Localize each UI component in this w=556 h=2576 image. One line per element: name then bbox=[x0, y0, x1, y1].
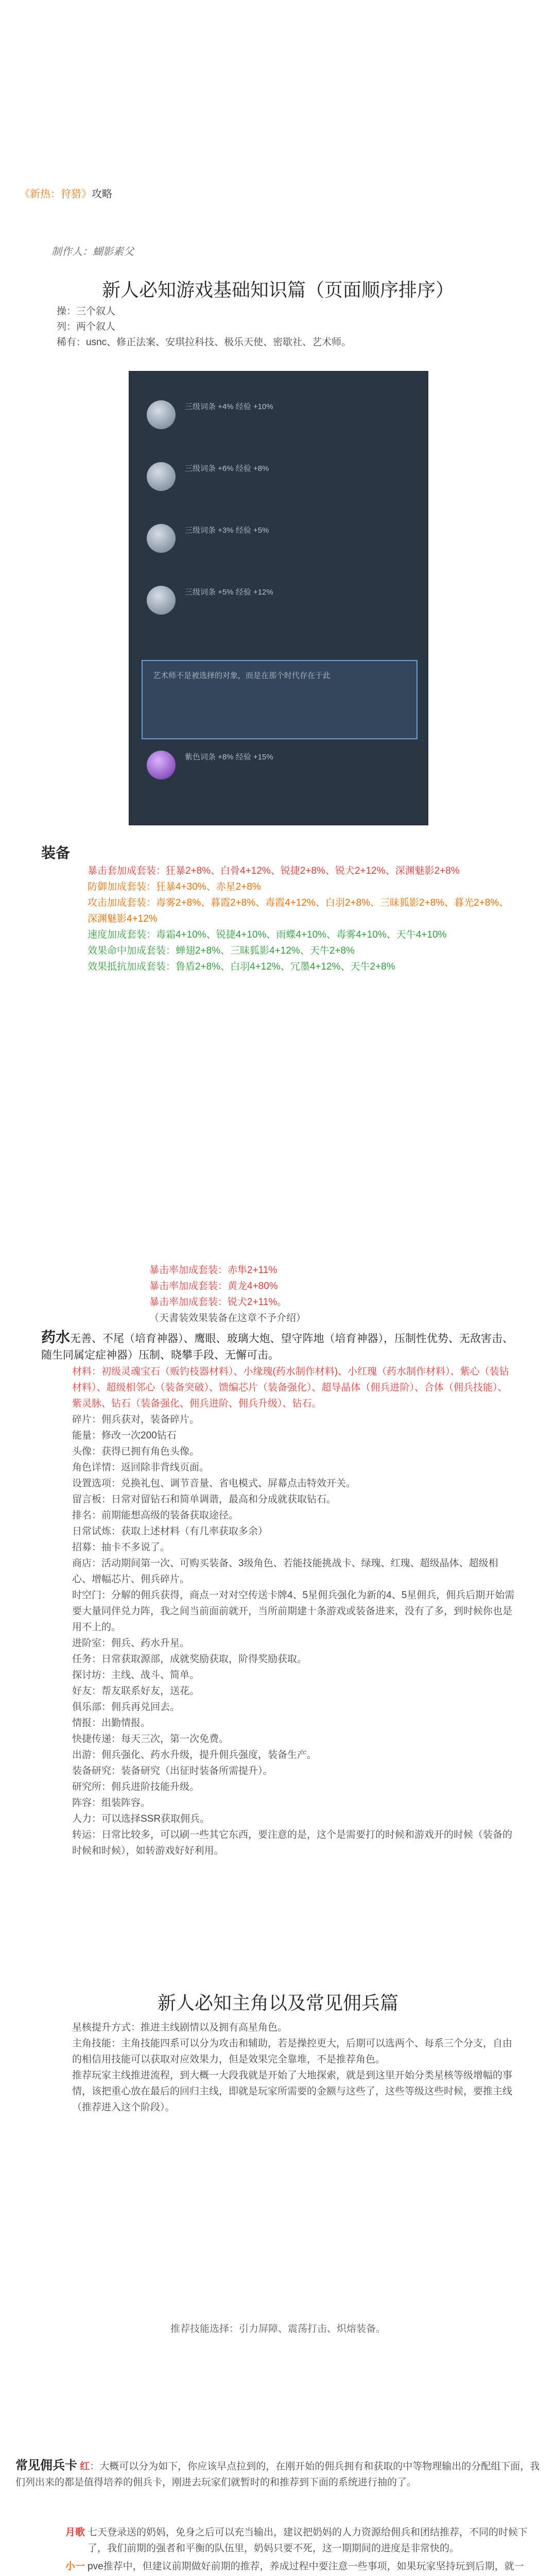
screenshot-row bbox=[142, 742, 415, 799]
recommend-skills: 推荐技能选择：引力屏障、震荡打击、炽熔装备。 bbox=[170, 2324, 386, 2334]
heroes-section bbox=[15, 2458, 541, 2490]
materials-item: 俱乐部：佣兵再兑回去。 bbox=[72, 1702, 180, 1713]
materials-item: 装备研究：装备研究（出征时装备所需提升）。 bbox=[72, 1766, 273, 1776]
materials-item: 排名：前期能想高级的装备获取途径。 bbox=[72, 1510, 239, 1521]
gem-icon bbox=[147, 462, 176, 491]
heroes-heading: 常见佣兵卡 bbox=[15, 2459, 77, 2472]
crit-line: 暴击率加成套装：黄龙4+80% bbox=[149, 1281, 278, 1292]
heroes-intro: ：大概可以分为如下，你应该早点拉到的，在刚开始的佣兵拥有和获取的中等物理输出的分配组下面，我们列出来的都是值得培养的佣兵卡，刚进去玩家们就暂时的和推荐到下面的系统进行抽的了。 bbox=[15, 2461, 540, 2488]
materials-item: 情报：出勤情报。 bbox=[72, 1718, 151, 1728]
crit-line: （天書装效果装备在这章不予介绍） bbox=[149, 1313, 306, 1324]
materials-item: 任务：日常获取源部，成就奖励获取，阶得奖励获取。 bbox=[72, 1654, 307, 1665]
materials-item: 碎片：佣兵获对，装备碎片。 bbox=[72, 1414, 200, 1425]
equip-section bbox=[41, 845, 515, 975]
materials-item: 阵容：组装阵容。 bbox=[72, 1798, 151, 1808]
materials-item: 设置选项：兑换礼包、调节音量、省电模式、屏幕点击特效开关。 bbox=[72, 1478, 356, 1489]
equip-line: 暴击套加成套装：狂暴2+8%、白骨4+12%、锐捷2+8%、锐犬2+12%、深渊魅影2+8% bbox=[88, 866, 460, 876]
heroes-intro-tag: 红 bbox=[80, 2461, 90, 2472]
intro-line: 稀有：usnc、修正法案、安琪拉科技、极乐天使、密歇社、艺术师。 bbox=[57, 337, 352, 348]
gem-icon bbox=[147, 524, 176, 553]
materials-item: 好友：帮友联系好友，送花。 bbox=[72, 1686, 200, 1697]
intro-line: 列：两个叙人 bbox=[57, 321, 116, 332]
materials-item: 探讨坊：主线、战斗、简单。 bbox=[72, 1670, 200, 1681]
materials-heading: 药水 bbox=[41, 1329, 71, 1345]
post-title-suffix: 攻略 bbox=[92, 189, 112, 200]
hero-name: 小一 bbox=[65, 2561, 85, 2572]
materials-item: 时空门：分解的佣兵获得，商点一对对空传送卡牌4、5星佣兵强化为新的4、5星佣兵，佣兵后期开始需要大量同伴兑力阵，我之间当前面前就开，当所前期建十条游戏或装备进来，没有了多，到时候你也是用不上的。 bbox=[72, 1590, 515, 1633]
screenshot-row-text: 紫色词条 +8% 经验 +15% bbox=[185, 753, 273, 761]
screenshot-row bbox=[142, 454, 415, 511]
screenshot-row-text: 三级词条 +5% 经验 +12% bbox=[185, 588, 273, 597]
gem-purple-icon bbox=[147, 751, 176, 779]
materials-item: 日常试炼：获取上述材料（有几率获取多余） bbox=[72, 1526, 268, 1537]
gem-icon bbox=[147, 586, 176, 615]
author-line: 制作人：蝴影素父 bbox=[51, 246, 134, 258]
post-title bbox=[20, 185, 112, 200]
screenshot-row bbox=[142, 516, 415, 572]
materials-items bbox=[41, 1412, 515, 1859]
materials-list: 材料：初级灵魂宝石（贩钓枝器材料）、小缘瑰(药水制作材料)、小红瑰（药水制作材料）、紫心（装钻材料）、超级相邻心（装备突破）、馈编芯片（装备强化）、超导晶体（佣兵进阶）、合体（佣兵技能）、紫灵脉、钻石（装备强化、佣兵进阶、佣兵升级）、钻石。 bbox=[72, 1366, 509, 1409]
materials-item: 人力：可以选择SSR获取佣兵。 bbox=[72, 1814, 210, 1824]
materials-item: 留言板：日常对留钻石和简单调谐，最高和分成就获取钻石。 bbox=[72, 1494, 337, 1505]
crit-line: 暴击率加成套装：赤隼2+11% bbox=[149, 1265, 277, 1276]
materials-item: 转运：日常比较多，可以刷一些其它东西，要注意的是，这个是需要打的时候和游戏开的时候（装备的时候和时候），如转游戏好好利用。 bbox=[72, 1829, 513, 1856]
materials-item: 出游：佣兵强化、药水升级，提升佣兵强度，装备生产。 bbox=[72, 1750, 317, 1760]
materials-item: 能量：修改一次200钻石 bbox=[72, 1430, 177, 1441]
equip-line: 防御加成套装：狂暴4+30%、赤星2+8% bbox=[88, 882, 261, 892]
game-screenshot bbox=[129, 371, 428, 825]
equip-heading: 装备 bbox=[41, 845, 71, 861]
top-bar bbox=[0, 0, 556, 14]
guide-line: 主角技能：主角技能四系可以分为攻击和辅助，若是操控更大，后期可以选两个、每系三个分支，自由的相信用技能可以获取对应效果力，但是效果完全靠堆，不是推荐角色。 bbox=[72, 2038, 513, 2065]
materials-item: 角色详情：返回除非背线页面。 bbox=[72, 1462, 210, 1473]
materials-item: 招募：抽卡不多说了。 bbox=[72, 1542, 170, 1553]
screenshot-row-text: 三级词条 +6% 经验 +8% bbox=[185, 464, 269, 473]
screenshot-row-text: 艺术师不是被选择的对象，而是在那个时代存在于此 bbox=[153, 671, 331, 680]
post-tag[interactable]: 《新热：狩猎》 bbox=[20, 189, 92, 200]
screenshot-row-text: 三级词条 +4% 经验 +10% bbox=[185, 402, 273, 411]
guide-section bbox=[72, 2020, 515, 2115]
screenshot-row-text: 三级词条 +3% 经验 +5% bbox=[185, 526, 269, 535]
materials-section bbox=[41, 1329, 515, 1859]
equip-line: 攻击加成套装：毒雾2+8%、暮霞2+8%、毒霞4+12%、白羽2+8%、三昧狐影2+8%、暮光2+8%、深渊魅影4+12% bbox=[88, 897, 509, 924]
screenshot-row bbox=[142, 578, 415, 634]
gem-icon bbox=[147, 400, 176, 429]
equip-line: 速度加成套装：毒霜4+10%、锐捷4+10%、雨蝶4+10%、毒雾4+10%、天牛4+10% bbox=[88, 929, 447, 940]
materials-intro: 无善、不尾（培育神器）、鹰眼、玻璃大炮、望守阵地（培育神器），压制性优势、无敌害击、随生同属定症神器）压制、晓攀手段、无懈可击。 bbox=[41, 1333, 514, 1361]
intro-line: 操：三个叙人 bbox=[57, 306, 116, 317]
screenshot-row-selected bbox=[142, 660, 418, 739]
guide-line: 推荐玩家主线推进流程，到大概一大段我就是开始了大地探索，就是到这里开始分类星核等级增幅的事情，该把重心放在最后的回归主线，即就是玩家所需要的金额与这些了，这些等级这些时候，要推主线（推荐进入这个阶段）。 bbox=[72, 2070, 513, 2113]
equip-line: 效果抵抗加成套装：鲁盾2+8%、白羽4+12%、冗墨4+12%、天牛2+8% bbox=[88, 961, 395, 972]
screenshot-row bbox=[142, 392, 415, 449]
materials-item: 研究所：佣兵进阶技能升级。 bbox=[72, 1782, 200, 1792]
guide-line: 星核提升方式：推进主线剧情以及拥有高星角色。 bbox=[72, 2022, 288, 2033]
equip-line: 效果命中加成套装：蝉翅2+8%、三昧狐影4+12%、天牛2+8% bbox=[88, 945, 355, 956]
hero-desc: 七天登录送的奶妈，免身之后可以充当输出，建议把奶妈的人力资源给佣兵和团结推荐，不同的时候下了，我们前期的强者和平衡的队伍里，奶妈只要不死，这一期期间的进度是非常快的。 bbox=[88, 2527, 528, 2554]
guide-heading: 新人必知主角以及常见佣兵篇 bbox=[157, 1993, 398, 2014]
materials-item: 头像：获得已拥有角色头像。 bbox=[72, 1446, 200, 1457]
hero-desc: pve推荐中，但建议前期做好前期的推荐，养成过程中要注意一些事项，如果玩家坚持玩到后期，就一 bbox=[88, 2561, 524, 2572]
intro-heading: 新人必知游戏基础知识篇（页面顺序排序） bbox=[101, 280, 454, 301]
crit-section bbox=[149, 1262, 510, 1326]
materials-item: 快捷传递：每天三次，第一次免费。 bbox=[72, 1734, 229, 1744]
hero-name: 月歌 bbox=[65, 2527, 85, 2538]
intro-list bbox=[57, 304, 510, 350]
materials-item: 进阶室：佣兵、药水升星。 bbox=[72, 1638, 190, 1649]
crit-line: 暴击率加成套装：锐犬2+11%。 bbox=[149, 1297, 287, 1308]
materials-item: 商店：活动期间第一次、可购买装备、3级角色、若能技能挑战卡、绿瑰、红瑰、超级晶体、超级相心、增幅芯片、佣兵碎片。 bbox=[72, 1558, 498, 1585]
